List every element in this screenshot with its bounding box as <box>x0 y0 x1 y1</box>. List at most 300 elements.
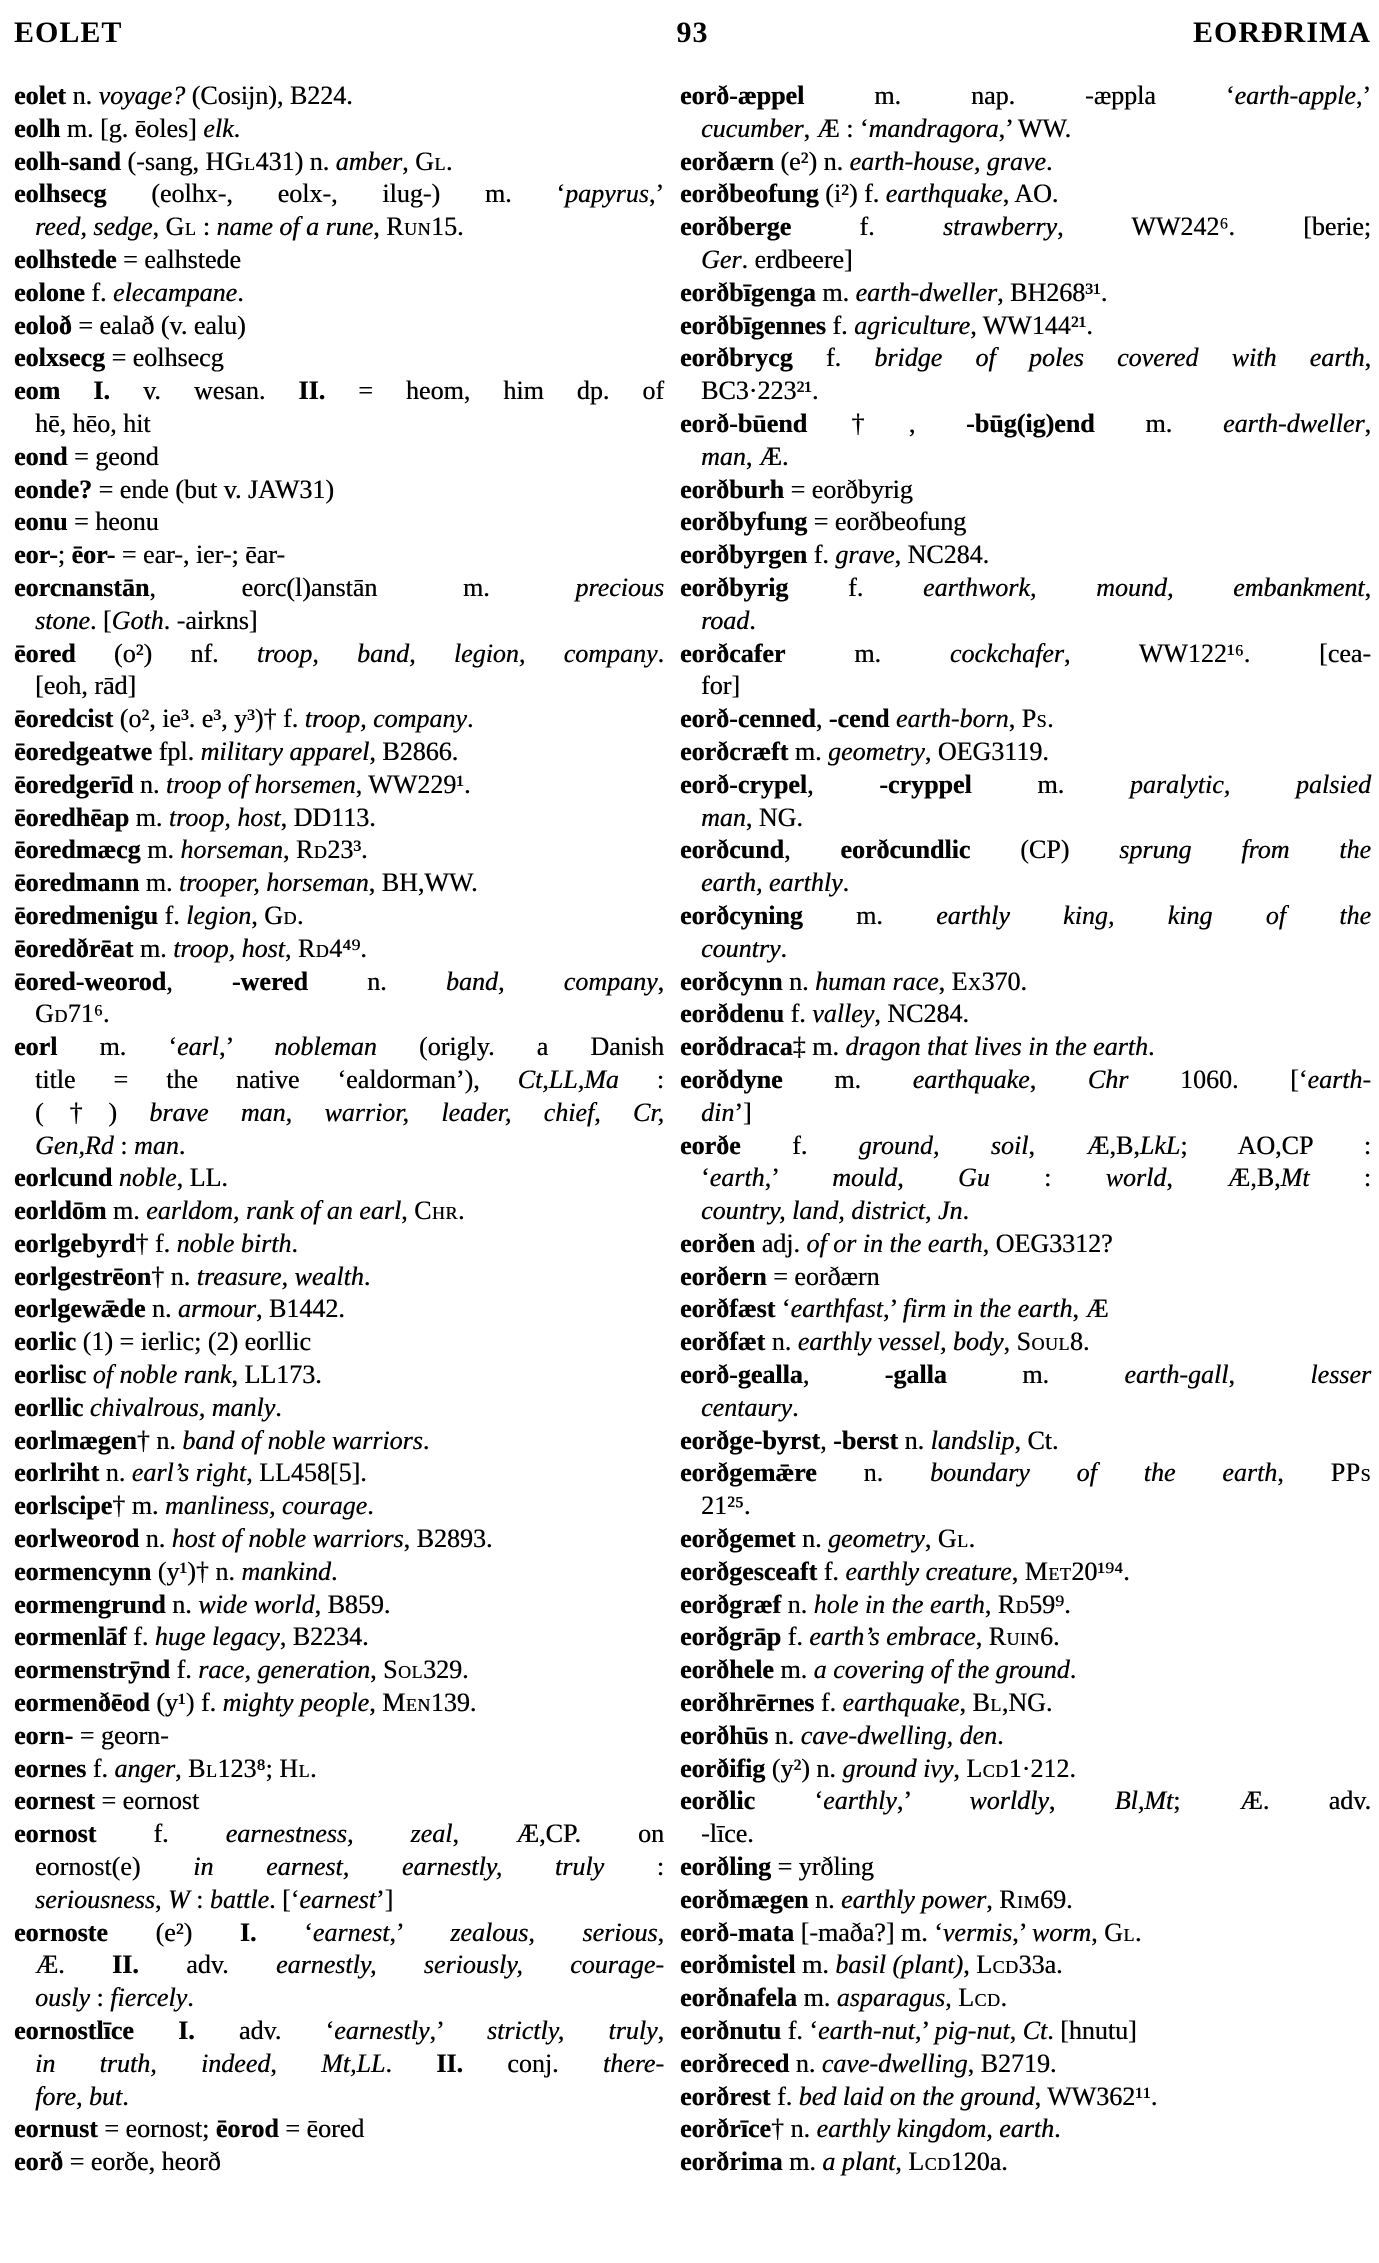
dict-line <box>14 572 664 605</box>
text-run: Rim <box>999 1884 1041 1914</box>
text-run: , <box>1029 1064 1088 1094</box>
text-run: eorðbyfung <box>680 507 808 537</box>
text-run: eornost <box>14 1819 97 1849</box>
header-right-word: EORÐRIMA <box>1193 16 1371 49</box>
text-run: , <box>401 1196 415 1226</box>
text-run: horseman <box>180 835 283 865</box>
text-run: eorðmistel <box>680 1950 796 1980</box>
text-run: . <box>962 1196 969 1226</box>
dict-line <box>680 1884 1371 1917</box>
text-run: Mt <box>1280 1163 1310 1193</box>
text-run: n. <box>145 1294 178 1324</box>
dict-line <box>680 1785 1371 1818</box>
text-run: , Æ <box>1072 1294 1109 1324</box>
text-run: f. <box>157 900 187 930</box>
text-run: ēoredgerīd <box>14 769 134 799</box>
text-run: I. <box>239 1917 257 1947</box>
text-run: . <box>187 1983 194 2013</box>
text-run: earthquake <box>912 1064 1030 1094</box>
text-run: Lcd <box>958 1983 1001 2013</box>
dict-line <box>680 375 1371 408</box>
text-run: n. <box>307 966 446 996</box>
text-run: Ps <box>1021 704 1048 734</box>
text-run: f. <box>84 277 113 307</box>
dict-line <box>680 1917 1371 1950</box>
text-run: (y¹) f. <box>149 1688 223 1718</box>
text-run: HGl <box>205 146 256 176</box>
text-run: = heonu <box>67 507 159 537</box>
text-run: cucumber <box>701 113 804 143</box>
text-run: . <box>1069 1655 1077 1685</box>
text-run: m. <box>795 1950 836 1980</box>
text-run: = eorðe, heorð <box>63 2147 221 2177</box>
dict-line <box>14 244 664 277</box>
dict-line <box>14 1753 664 1786</box>
text-run: basil (plant) <box>835 1950 964 1980</box>
text-run: m. <box>815 277 856 307</box>
text-run: earnestness, zeal <box>225 1819 453 1849</box>
text-run: : <box>89 1983 111 2013</box>
text-run: ; <box>57 540 72 570</box>
text-run: . -airkns] <box>163 605 258 635</box>
text-run: = ealhstede <box>116 244 241 274</box>
text-run: = ear-, ier-; ēar- <box>115 540 285 570</box>
text-run: eorðrīce <box>680 2114 771 2144</box>
text-run: . <box>657 638 664 668</box>
text-run: , <box>959 1688 973 1718</box>
text-run: . <box>780 933 787 963</box>
text-run: , WW362¹¹. <box>1034 2081 1158 2111</box>
text-run: paralytic, palsied <box>1129 769 1371 799</box>
text-run: , <box>270 2048 322 2078</box>
dict-line <box>14 441 664 474</box>
dict-line <box>14 1195 664 1228</box>
text-run: , <box>1009 2016 1023 2046</box>
text-run: eorðreced <box>680 2048 790 2078</box>
text-run: ‘ <box>775 1294 791 1324</box>
text-run: in truth, indeed <box>35 2048 271 2078</box>
dict-line <box>14 178 664 211</box>
text-run: eorlmægen <box>14 1425 137 1455</box>
text-run: bridge of poles covered with earth <box>874 343 1365 373</box>
dict-line <box>14 670 664 703</box>
text-run: n. <box>808 1884 842 1914</box>
dict-line <box>14 900 664 933</box>
text-run: din <box>701 1097 735 1127</box>
dict-line <box>14 769 664 802</box>
text-run: ’] <box>375 1884 394 1914</box>
text-run: n. <box>99 1458 132 1488</box>
text-run: ēor- <box>71 540 116 570</box>
text-run: eorlic <box>14 1327 77 1357</box>
text-run: Rd <box>997 1589 1030 1619</box>
text-run: , B2234. <box>279 1622 369 1652</box>
text-run: voyage? <box>98 81 186 110</box>
text-run: of noble rank <box>92 1360 232 1390</box>
text-run: , <box>897 1163 958 1193</box>
text-run: m. <box>133 933 174 963</box>
text-run: eorðnutu <box>680 2016 782 2046</box>
text-run: 139. <box>430 1688 477 1718</box>
text-run: 4⁴⁹. <box>329 933 367 963</box>
text-run: eorðbrycg <box>680 343 793 373</box>
dict-line <box>680 1753 1371 1786</box>
text-run: † n. <box>770 2114 817 2144</box>
text-run: f. <box>781 1622 810 1652</box>
text-run: . <box>309 1753 317 1783</box>
text-run: agriculture <box>854 310 971 340</box>
text-run: eorl <box>14 1032 58 1062</box>
text-run: 123⁸; <box>217 1753 280 1783</box>
text-run: earth-dweller <box>855 277 998 307</box>
text-run: , <box>373 212 387 242</box>
text-run: f. <box>814 1688 843 1718</box>
text-run: Gl <box>937 1524 969 1554</box>
text-run: f. <box>770 2081 799 2111</box>
dict-line <box>14 1097 664 1130</box>
dict-line <box>14 2015 664 2048</box>
text-run: = ēored <box>278 2114 365 2144</box>
text-run: f. ‘ <box>781 2016 818 2046</box>
text-run: eonde? <box>14 474 92 504</box>
text-run: = georn- <box>73 1720 169 1750</box>
text-run: ēoredmann <box>14 868 140 898</box>
dict-line <box>14 605 664 638</box>
dict-line <box>680 1490 1371 1523</box>
dict-line <box>14 1261 664 1294</box>
text-run: battle <box>209 1884 270 1914</box>
dict-line <box>680 441 1371 474</box>
text-run: Bl,Mt <box>1114 1786 1174 1816</box>
text-run: eorðmægen <box>680 1884 809 1914</box>
dict-line <box>14 1457 664 1490</box>
text-run: m. [g. ēoles] <box>60 113 204 143</box>
text-run: Cr, <box>632 1097 664 1127</box>
text-run: , LL458[5]. <box>246 1458 367 1488</box>
text-run: . <box>997 1720 1004 1750</box>
text-run: 329. <box>422 1655 469 1685</box>
text-run: , OEG3312? <box>982 1228 1113 1258</box>
text-run: Gl <box>1104 1917 1135 1947</box>
text-run: . <box>457 1196 465 1226</box>
text-run: noble birth <box>176 1228 292 1258</box>
text-run: , B859. <box>314 1589 391 1619</box>
text-run: ,NG. <box>1001 1688 1053 1718</box>
text-run: . <box>237 277 244 307</box>
text-run: Mt,LL <box>321 2048 386 2078</box>
text-run: 71⁶. <box>67 999 110 1029</box>
dict-line <box>680 80 1371 113</box>
dict-line <box>680 834 1371 867</box>
text-run: Men <box>382 1688 431 1718</box>
text-run: eorðfæt <box>680 1327 766 1357</box>
text-run: ēoredmæcg <box>14 835 141 865</box>
text-run: ēorod <box>215 2114 279 2144</box>
text-run: mighty people <box>222 1688 370 1718</box>
text-run: 59⁹. <box>1029 1589 1071 1619</box>
text-run <box>134 2016 178 2045</box>
text-run: eorð-gealla <box>680 1360 803 1390</box>
text-run: eolh-sand <box>14 146 121 176</box>
text-run: bed laid on the ground <box>798 2081 1035 2111</box>
dict-line <box>14 638 664 671</box>
text-run: eornes <box>14 1753 87 1783</box>
text-run: man <box>133 1130 179 1160</box>
text-run: -berst <box>833 1425 899 1455</box>
text-run: , Æ,B, <box>1166 1163 1281 1193</box>
text-run: , Æ,B, <box>1028 1130 1140 1160</box>
text-run: m. <box>785 638 950 668</box>
text-run: asparagus <box>836 1983 946 2013</box>
text-run: (eolhx-, eolx-, ilug-) m. ‘ <box>106 179 566 209</box>
text-run: † f. <box>135 1228 177 1258</box>
dict-line <box>680 1031 1371 1064</box>
text-run: host of noble warriors <box>171 1524 404 1554</box>
text-run: eornest <box>14 1786 95 1816</box>
text-run: eorðgemet <box>680 1524 796 1554</box>
text-run: earthly <box>823 1786 897 1816</box>
text-run: ground, soil <box>858 1130 1029 1160</box>
text-run: , <box>282 835 296 865</box>
dict-line <box>680 933 1371 966</box>
text-run: eorðrest <box>680 2081 771 2111</box>
text-run: elk <box>203 113 234 143</box>
text-run: ,’ <box>389 1917 451 1947</box>
dict-line <box>680 1425 1371 1458</box>
text-run: , <box>1364 408 1371 438</box>
dict-line <box>680 1195 1371 1228</box>
text-run: earth-gall <box>1124 1360 1229 1390</box>
dict-line <box>14 1917 664 1950</box>
text-run: worm <box>1031 1917 1092 1947</box>
text-run: road <box>701 605 750 635</box>
text-run: : <box>1309 1163 1371 1193</box>
dict-line <box>680 1228 1371 1261</box>
text-run: . <box>1147 1032 1155 1062</box>
dict-line <box>14 506 664 539</box>
text-run: -cend <box>828 704 890 734</box>
text-run: eorðbīgennes <box>680 310 826 340</box>
text-run: eorðrima <box>680 2147 783 2177</box>
text-run: Rd <box>295 835 328 865</box>
text-run: mould <box>832 1163 898 1193</box>
text-run: , WW229¹. <box>355 769 471 799</box>
dict-line <box>14 1326 664 1359</box>
text-run: Ct <box>1022 2016 1048 2046</box>
text-run: f. <box>825 310 855 340</box>
text-run: , OEG3119. <box>924 736 1049 766</box>
text-run: earth-house, grave <box>849 146 1046 176</box>
text-run: (1) = ierlic; (2) eorllic <box>76 1327 311 1357</box>
text-run: , <box>657 2016 665 2046</box>
text-run: = ende (but v. JAW31) <box>92 474 334 504</box>
text-run: n. <box>816 1458 930 1488</box>
text-run: earth-apple <box>1234 81 1356 110</box>
left-column <box>14 80 664 2179</box>
text-run: . <box>1054 2114 1061 2144</box>
text-run: world <box>1105 1163 1167 1193</box>
text-run: nobleman <box>274 1032 377 1062</box>
text-run: ,’ <box>1355 81 1371 110</box>
text-run: strawberry <box>942 212 1057 242</box>
dict-line <box>680 1654 1371 1687</box>
text-run: race, generation <box>198 1655 370 1685</box>
text-run: eorðbīgenga <box>680 277 816 307</box>
text-run: eorlgewǣde <box>14 1294 146 1324</box>
text-run: man <box>701 802 746 832</box>
text-run: . <box>291 1228 298 1258</box>
text-run: eorðifig <box>680 1753 766 1783</box>
dict-line <box>680 2113 1371 2146</box>
dict-line <box>680 1687 1371 1720</box>
text-run: eorðbeofung <box>680 179 819 209</box>
text-run: Hl <box>279 1753 310 1783</box>
text-run: Gl <box>415 146 446 176</box>
text-run: , <box>1364 343 1371 373</box>
text-run: centaury <box>701 1392 792 1422</box>
dict-line <box>14 1621 664 1654</box>
dict-line <box>680 1162 1371 1195</box>
dict-line <box>14 1425 664 1458</box>
text-run: . <box>1045 146 1053 176</box>
text-run: . <box>330 1556 338 1586</box>
text-run: eorð-mata <box>680 1917 795 1947</box>
text-run: = geond <box>67 441 159 471</box>
text-run: f. <box>96 1819 226 1849</box>
text-run: Bl <box>188 1753 218 1783</box>
text-run: , Æ,CP. on <box>452 1819 664 1849</box>
text-run: 120a. <box>950 2147 1008 2177</box>
text-run: , <box>820 1425 834 1455</box>
text-run: earthly vessel, body <box>797 1327 1004 1357</box>
text-run: earthwork, mound, embankment <box>922 572 1365 602</box>
dict-line <box>14 1293 664 1326</box>
text-run: = eolhsecg <box>104 343 224 373</box>
text-run: ‘ <box>701 1163 710 1193</box>
text-run: , NG. <box>745 802 803 832</box>
text-run: = yrðling <box>771 1852 874 1882</box>
text-run: ; Æ. adv. <box>1173 1786 1371 1816</box>
text-run: , <box>251 900 265 930</box>
dict-line <box>14 1523 664 1556</box>
text-run: eorðcyning <box>680 900 803 930</box>
text-run: 33a. <box>1018 1950 1063 1980</box>
text-run: , Æ : ‘ <box>803 113 869 143</box>
text-run: , BH268³¹. <box>997 277 1108 307</box>
dict-line <box>14 1654 664 1687</box>
text-run: f. <box>817 1556 846 1586</box>
text-run: (o²) nf. <box>75 638 257 668</box>
text-run: , <box>594 1097 633 1127</box>
dict-line <box>14 1720 664 1753</box>
text-run: ,’ WW. <box>998 113 1071 143</box>
text-run: earth’s embrace <box>809 1622 976 1652</box>
text-run: Ct,LL,Ma <box>517 1064 619 1094</box>
text-run: eond <box>14 441 68 471</box>
text-run: m. <box>796 1983 837 2013</box>
text-run: ‡ m. <box>792 1032 846 1062</box>
text-run: m. <box>129 802 169 832</box>
text-run: ,’ <box>648 179 664 209</box>
dict-line <box>680 1851 1371 1884</box>
dict-line <box>14 2081 664 2114</box>
dict-line <box>680 1720 1371 1753</box>
text-run <box>60 376 93 405</box>
text-run: . [hnutu] <box>1047 2016 1137 2046</box>
text-run: Lcd <box>908 2147 951 2177</box>
text-run: ‘ <box>256 1917 313 1947</box>
text-run: , <box>924 1196 938 1226</box>
text-run: , <box>369 1688 383 1718</box>
text-run: eorðnafela <box>680 1983 797 2013</box>
text-run: m. <box>773 1655 814 1685</box>
text-run: , <box>1011 1556 1025 1586</box>
text-run: Chr <box>414 1196 458 1226</box>
text-run: . <box>122 2081 129 2111</box>
text-run: , DD113. <box>280 802 376 832</box>
text-run: eorðe <box>680 1130 741 1160</box>
text-run: cave-dwelling <box>821 2048 968 2078</box>
text-run: = eorðbyrig <box>784 474 913 504</box>
text-run: = eornost; <box>97 2114 216 2144</box>
text-run: eorðdyne <box>680 1064 783 1094</box>
dict-line <box>680 2048 1371 2081</box>
text-run: eorlisc <box>14 1360 87 1390</box>
text-run: † n. <box>136 1425 183 1455</box>
text-run: . <box>363 1261 371 1291</box>
text-run: ēoredgeatwe <box>14 736 153 766</box>
text-run: adv. <box>138 1950 276 1980</box>
text-run: , <box>802 1360 885 1390</box>
text-run: (CP) <box>970 835 1120 865</box>
text-run: eorð-æppel <box>680 81 805 110</box>
text-run: = eorðærn <box>766 1261 880 1291</box>
text-run: . <box>385 2048 437 2078</box>
text-run: amber <box>335 146 403 176</box>
text-run: , <box>924 1524 938 1554</box>
text-run: , <box>986 1884 1000 1914</box>
dict-line <box>680 310 1371 343</box>
text-run: earnest <box>312 1917 390 1947</box>
text-run: a plant <box>822 2147 896 2177</box>
text-run: Gd <box>35 999 68 1029</box>
text-run: [-maða?] m. ‘ <box>794 1917 943 1947</box>
text-run: . <box>791 1392 799 1422</box>
dict-line <box>680 1556 1371 1589</box>
dict-line <box>14 1851 664 1884</box>
text-run: armour <box>177 1294 256 1324</box>
text-run: eorðhrērnes <box>680 1688 815 1718</box>
dict-line <box>680 178 1371 211</box>
right-column <box>680 80 1371 2179</box>
text-run: ,’ <box>882 1294 903 1324</box>
text-run: eorðfæst <box>680 1294 776 1324</box>
dict-line <box>680 966 1371 999</box>
text-run: eorlweorod <box>14 1524 140 1554</box>
text-run: , <box>152 212 166 242</box>
text-run: wide world <box>198 1589 315 1619</box>
dict-line <box>14 736 664 769</box>
text-run: , <box>1003 1327 1017 1357</box>
dict-line <box>680 1261 1371 1294</box>
text-run: fore, but <box>35 2081 123 2111</box>
text-run: , <box>953 1753 967 1783</box>
text-run: ,’ <box>896 1786 970 1816</box>
dict-line <box>680 474 1371 507</box>
text-run: 21²⁵. <box>701 1491 751 1521</box>
text-run: Run <box>386 212 431 242</box>
text-run: n. <box>768 1720 801 1750</box>
